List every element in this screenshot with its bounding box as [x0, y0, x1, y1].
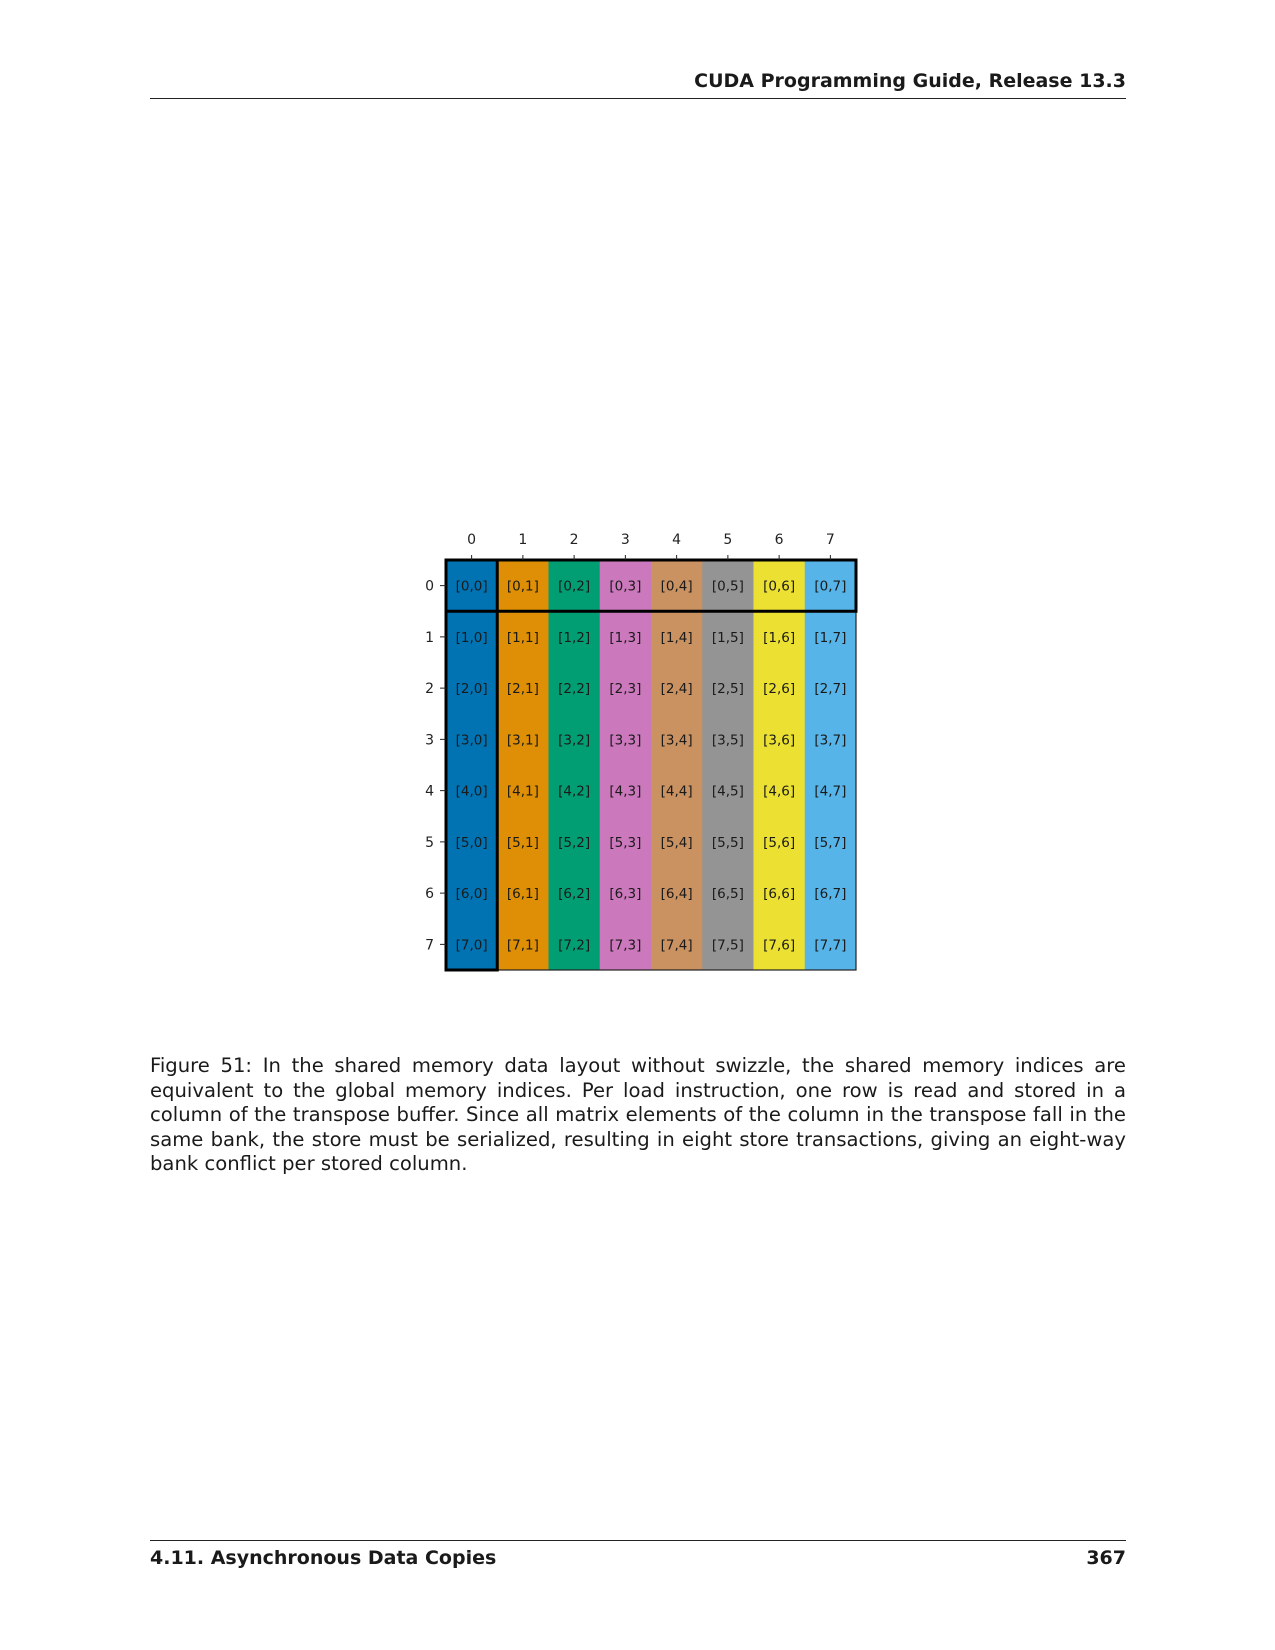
- row-tick-label: 7: [425, 937, 434, 954]
- row-tick-label: 0: [425, 578, 434, 595]
- cell-label: [4,1]: [506, 783, 539, 800]
- cell-label: [6,2]: [558, 886, 591, 903]
- cell-label: [0,4]: [660, 578, 693, 595]
- cell-label: [5,5]: [711, 834, 744, 851]
- cell-label: [6,7]: [814, 886, 847, 903]
- cell-label: [5,6]: [763, 834, 796, 851]
- cell-label: [0,2]: [558, 578, 591, 595]
- column-tick-label: 0: [467, 532, 477, 548]
- column-tick-label: 4: [672, 532, 682, 548]
- cell-label: [7,7]: [814, 937, 847, 954]
- cell-label: [1,4]: [660, 629, 693, 646]
- cell-label: [0,5]: [711, 578, 744, 595]
- cell-label: [3,3]: [609, 732, 642, 749]
- footer-page-number: 367: [1086, 1547, 1126, 1569]
- cell-label: [3,6]: [763, 732, 796, 749]
- cell-label: [1,2]: [558, 629, 591, 646]
- cell-label: [0,6]: [763, 578, 796, 595]
- row-tick-label: 5: [425, 834, 434, 851]
- footer-section-title: 4.11. Asynchronous Data Copies: [150, 1547, 497, 1569]
- column-tick-label: 3: [620, 532, 630, 548]
- cell-label: [5,0]: [455, 834, 488, 851]
- row-tick-label: 3: [425, 732, 434, 749]
- column-tick-label: 6: [774, 532, 784, 548]
- cell-label: [2,5]: [711, 681, 744, 698]
- cell-label: [7,5]: [711, 937, 744, 954]
- cell-label: [3,5]: [711, 732, 744, 749]
- row-tick-label: 4: [425, 783, 434, 800]
- footer-rule: [150, 1540, 1126, 1541]
- cell-label: [7,0]: [455, 937, 488, 954]
- figure-caption: Figure 51: In the shared memory data layout without swizzle, the shared memory indices are equivalent to the global memory indices. Per load instruction, one row is read and stored in a column of the transpose buffer. Since all matrix elements of the column in the transpose fall in the same bank, the store must be serialized, resulting in eight store transactions, giving an eight-way bank conflict per stored column.: [150, 1054, 1126, 1175]
- cell-label: [6,3]: [609, 886, 642, 903]
- cell-label: [3,4]: [660, 732, 693, 749]
- column-stripe-5: [702, 560, 754, 970]
- cell-label: [4,2]: [558, 783, 591, 800]
- cell-label: [7,3]: [609, 937, 642, 954]
- cell-label: [5,2]: [558, 834, 591, 851]
- cell-label: [4,4]: [660, 783, 693, 800]
- cell-label: [7,6]: [763, 937, 796, 954]
- cell-label: [4,5]: [711, 783, 744, 800]
- cell-label: [6,1]: [506, 886, 539, 903]
- column-stripe-7: [805, 560, 857, 970]
- column-tick-label: 2: [569, 532, 579, 548]
- row-tick-label: 1: [425, 629, 434, 646]
- cell-label: [7,1]: [506, 937, 539, 954]
- row-tick-label: 6: [425, 886, 434, 903]
- cell-label: [1,1]: [506, 629, 539, 646]
- cell-label: [2,4]: [660, 681, 693, 698]
- cell-label: [5,4]: [660, 834, 693, 851]
- column-stripe-2: [549, 560, 601, 970]
- cell-label: [1,3]: [609, 629, 642, 646]
- cell-label: [3,2]: [558, 732, 591, 749]
- running-header-title: CUDA Programming Guide, Release 13.3: [694, 70, 1126, 92]
- column-stripe-0: [446, 560, 498, 970]
- cell-label: [4,6]: [763, 783, 796, 800]
- column-stripe-3: [600, 560, 652, 970]
- cell-label: [2,1]: [506, 681, 539, 698]
- cell-label: [1,7]: [814, 629, 847, 646]
- cell-label: [2,2]: [558, 681, 591, 698]
- column-stripe-4: [651, 560, 703, 970]
- cell-label: [4,0]: [455, 783, 488, 800]
- cell-label: [2,6]: [763, 681, 796, 698]
- cell-label: [7,4]: [660, 937, 693, 954]
- column-tick-label: 5: [723, 532, 733, 548]
- cell-label: [1,6]: [763, 629, 796, 646]
- cell-label: [0,7]: [814, 578, 847, 595]
- cell-label: [0,0]: [455, 578, 488, 595]
- cell-label: [5,1]: [506, 834, 539, 851]
- cell-label: [6,4]: [660, 886, 693, 903]
- cell-label: [2,7]: [814, 681, 847, 698]
- column-stripe-6: [754, 560, 806, 970]
- cell-label: [2,0]: [455, 681, 488, 698]
- cell-label: [3,7]: [814, 732, 847, 749]
- cell-label: [1,0]: [455, 629, 488, 646]
- column-tick-label: 7: [825, 532, 835, 548]
- cell-label: [6,5]: [711, 886, 744, 903]
- cell-label: [0,3]: [609, 578, 642, 595]
- cell-label: [3,0]: [455, 732, 488, 749]
- cell-label: [1,5]: [711, 629, 744, 646]
- cell-label: [5,3]: [609, 834, 642, 851]
- row-tick-label: 2: [425, 681, 434, 698]
- cell-label: [4,7]: [814, 783, 847, 800]
- cell-label: [0,1]: [506, 578, 539, 595]
- column-tick-label: 1: [518, 532, 528, 548]
- cell-label: [6,0]: [455, 886, 488, 903]
- column-stripe-1: [497, 560, 549, 970]
- cell-label: [7,2]: [558, 937, 591, 954]
- cell-label: [3,1]: [506, 732, 539, 749]
- cell-label: [2,3]: [609, 681, 642, 698]
- cell-label: [4,3]: [609, 783, 642, 800]
- cell-label: [6,6]: [763, 886, 796, 903]
- cell-label: [5,7]: [814, 834, 847, 851]
